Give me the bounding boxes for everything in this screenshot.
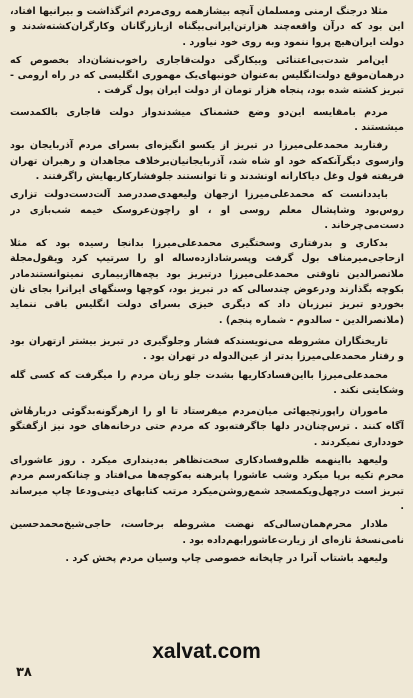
paragraph: بدکاری و بدرفتاری وسختگیری محمدعلی‌میرزا بدانجا رسیده بود که مثلا ازحاجی‌میرمناف بول گرفت وپسرشادازده‌ساله او را سرتیپ کرد ویقول‌مجلة ملاتصرالدین تاوقتی محمدعلی‌میرزا درتبریز بود بچه‌هاازبیماری نمیتوانستندمادر بکوچه بگذارند ودرعوض چندسالی که در تبریز بود، کوچها وسنگهای ایرانرا بجای نان بخوردو تبریز تبرزبان داد که دیگری خیزی بسرای دولت انگلیس باقی ننماید (ملانصرالدین - سالدوم - شماره پنجم) .	[10, 238, 404, 326]
paragraph: ملادار محرم‌همان‌سالی‌که نهضت مشروطه برخاست، حاجی‌شیخ‌محمدحسین نامی‌نسخهٔ تازه‌ای از زیارت‌عاشورا‌بهم‌داده بود .	[10, 519, 404, 546]
paragraph: بایددانست که محمدعلی‌میرزا ازجهان ولیعهدی‌صددرصد آلت‌دست‌دولت تزاری روس‌بود وشاپشال معلم روسی او ، او راچون‌عروسک خیمه شب‌بازی در دست‌می‌چرخاند .	[10, 189, 404, 231]
watermark: xalvat.com	[152, 640, 261, 663]
paragraph: ولیعهد باشتاب آنرا در چاپخانه خصوصی چاپ وسیان مردم پخش کرد .	[65, 552, 388, 564]
paragraph: ماموران راپورتچیهائی میان‌مردم میفرستاد تا او را ازهرگونه‌بدگوئی دربارهٔاش آگاه کنند . ترس‌چنان‌در دلها جاگرفته‌بود که مردم حتی درخانه‌های خود نیز ازگفتگو خودداری نمیکردند .	[10, 406, 404, 448]
paragraph: رفتاربد محمدعلی‌میرزا در تبریز از یکسو انگیزه‌ای بسرای مردم آذربایجان بود وازسوی دیگرآنکه‌که خود او شاه شد، آذربایجانیان‌برخلاف مجاهدان و رهبران تهران فریفته قول وغل دیاکارانه اونشدند و تا توانستند جلوفشارکاریهایش راگرفتند .	[10, 140, 404, 182]
paragraph: تاریخنگاران مشروطه می‌نویسندکه فشار وجلوگیری در تبریز بیشتر ازتهران بود و رفتار محمدعلی‌میرزا بدتر از عین‌الدوله در تهران بود .	[10, 335, 404, 363]
page-number: ۳۸	[16, 665, 32, 680]
paragraph: مردم بامقایسه این‌دو وضع خشمناک میشدندواز دولت قاجاری بالکمدست میشستند .	[10, 106, 404, 134]
paragraph: این‌امر شدت‌بی‌اعتنائی وبیکارگی دولت‌قاجاری راخوب‌نشان‌داد بخصوص که درهمان‌موقع دولت‌انگلیس به‌عنوان خونبهای‌یک مهموری انگلیسی که در راه ارومی - تبریز کشته شده بود، پنجاه هزار تومان از دولت ایران پول گرفت .	[10, 54, 404, 97]
body-text	[10, 4, 404, 636]
paragraph: محمدعلی‌میرزا بااین‌فسادکاریها بشدت جلو زبان مردم را میگرفت که کسی گله وشکایتی نکند .	[10, 369, 404, 396]
paragraph: ولیعهد بااینهمه ظلم‌وفسادکاری سخت‌تظاهر به‌دینداری میکرد . روز عاشورای محرم تکیه برپا میکرد وشب عاشورا پابرهنه به‌کوچه‌ها می‌افتاد و چنانکه‌رسم مردم تبریز است درچهل‌ویکمسجد شمع‌روشن‌میکرد مرتب کتابهای دینی‌ودعا چاپ میرساند .	[10, 455, 404, 512]
paragraph: مثلا درجنگ ارمنی ومسلمان آنچه بیشازهمه روی‌مردم اثرگذاشت و بیرانیها افتاد، این بود که درآن واقعه‌چند هزارتن‌ایرانی‌بیگناه ازبازرگانان وکارگران‌کشته‌شدند و دولت ایران‌هیچ پروا ننمود وبه روی خود نیاورد .	[10, 6, 404, 48]
